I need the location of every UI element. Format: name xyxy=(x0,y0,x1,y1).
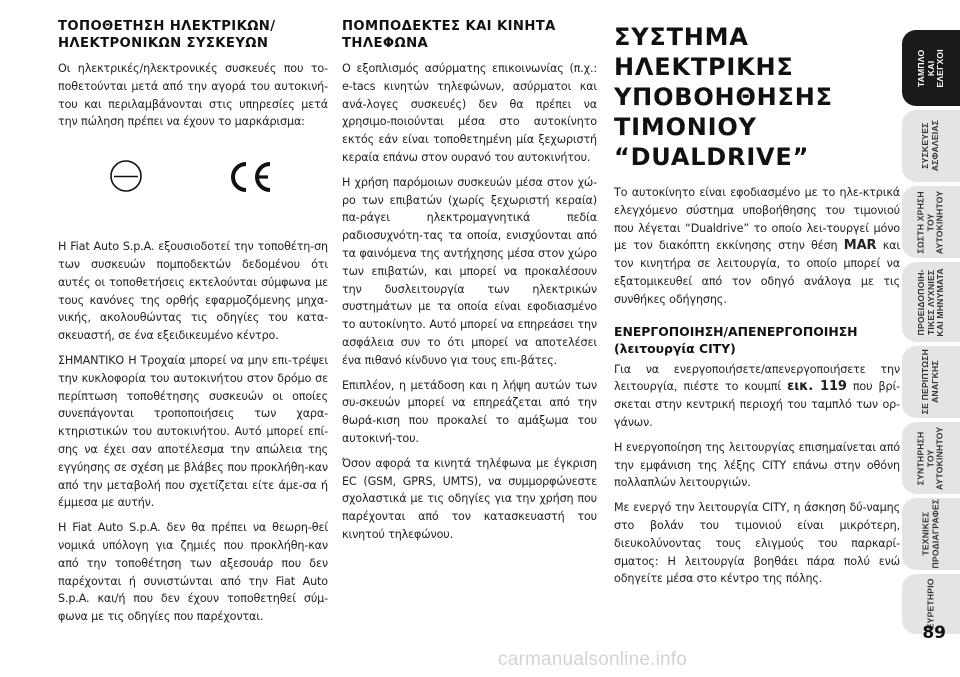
tab-label: ΕΥΡΕΤΗΡΙΟ xyxy=(925,578,936,630)
subsection-heading xyxy=(614,323,900,357)
text: και τον κινητήρα σε λειτουργία, το οποίο μπορεί να εξατομικευθεί από τον οδηγό ανάλογα με τις συνθήκες οδήγησης. xyxy=(614,239,900,306)
paragraph: Η ενεργοποίηση της λειτουργίας επισημαίνεται από την εμφάνιση της λέξης CITY επάνω στην οθόνη πολλαπλών λειτουργιών. xyxy=(614,440,900,490)
tab-label: ΣΥΝΤΗΡΗΣΗ ΤΟΥ ΑΥΤΟΚΙΝΗΤΟΥ xyxy=(915,426,945,490)
column-transceivers xyxy=(342,18,597,551)
title-line: ΗΛΕΚΤΡΙΚΗΣ xyxy=(614,53,794,81)
tab-emergency[interactable] xyxy=(902,346,960,418)
paragraph xyxy=(614,361,900,432)
column-dualdrive xyxy=(614,18,900,595)
tab-safety-devices[interactable] xyxy=(902,110,960,182)
paragraph: Η Fiat Auto S.p.A. εξουσιοδοτεί την τοποθέτη-ση των συσκευών πομποδεκτών δεδομένου ότι αυτές οι τοποθετήσεις εκτελούνται σύμφωνα με τους κανόνες της ορθής εφαρμοζόμενης μηχα-νικής, ακολουθώντας τις οδηγίες του κατα-σκευαστή, σε ένα εξειδικευμένο κέντρο. xyxy=(58,240,328,343)
tab-dashboard-controls[interactable] xyxy=(902,30,960,106)
e-mark-icon xyxy=(108,158,144,194)
paragraph: Η Fiat Auto S.p.A. δεν θα πρέπει να θεωρη-θεί νομικά υπόλογη για ζημιές που προκλήθη-καν από την τοποθέτηση των αξεσουάρ που δεν παρέχονται ή συνιστώνται από την Fiat Auto S.p.A. και/ή που δεν έχουν τοποθετηθεί σύμ-φωνα με τις οδηγίες που παρέχονται. xyxy=(58,521,328,624)
text: που βρί-σκεται στην κεντρική περιοχή του ταμπλό των ορ-γάνων. xyxy=(614,380,900,429)
paragraph: Με ενεργό την λειτουργία CITY, η άσκηση δύ-ναμης στο βολάν του τιμονιού είναι μικρότερη, διευκολύνοντας τους ελιγμούς του παρκαρί-σματος: Η λειτουργία βοηθάει πάρα πολύ ενώ οδηγείτε μέσα στο κέντρο της πόλης. xyxy=(614,501,900,586)
subheading-line: (λειτουργία CITY) xyxy=(614,340,736,356)
watermark: carmanualsonline.info xyxy=(498,649,688,670)
tab-maintenance[interactable] xyxy=(902,422,960,494)
section-heading-installation: ΤΟΠΟΘΕΤΗΣΗ ΗΛΕΚΤΡΙΚΩΝ/ ΗΛΕΚΤΡΟΝΙΚΩΝ ΣΥΣΚΕΥΩΝ xyxy=(58,19,276,51)
tab-label: ΣΕ ΠΕΡΙΠΤΩΣΗ ΑΝΑΓΚΗΣ xyxy=(920,349,941,415)
text: Για να ενεργοποιήσετε/απενεργοποιήσετε την λειτουργία, πιέστε το κουμπί xyxy=(614,362,900,394)
page-number: 89 xyxy=(922,623,946,643)
tab-label: ΠΡΟΕΙΔΟΠΟΙΗ- ΤΙΚΕΣ ΛΥΧΝΙΕΣ ΚΑΙ ΜΗΝΥΜΑΤΑ xyxy=(915,267,945,337)
paragraph: Οι ηλεκτρικές/ηλεκτρονικές συσκευές που το-ποθετούνται μετά από την αγορά του αυτοκινή-του και περιλαμβάνονται στις υπηρεσίες μετά την πώληση πρέπει να έχουν το μαρκάρισμα: xyxy=(58,62,328,129)
paragraph: Ο εξοπλισμός ασύρματης επικοινωνίας (π.χ.: e-tacs κινητών τηλεφώνων, ασύρματοι και ανά-λογες συσκευές) δεν θα πρέπει να χρησιμο-ποιούνται μέσα στο αυτοκίνητο εκτός εάν είναι τοποθετημένη μία ξεχωριστή κεραία επάνω στον ουρανό του αυτοκινήτου. xyxy=(342,62,597,164)
tab-technical-specs[interactable] xyxy=(902,498,960,570)
paragraph: Επιπλέον, η μετάδοση και η λήψη αυτών των συ-σκευών μπορεί να επηρεάζεται από την θωρά-κιση που προκαλεί το αμάξωμα του αυτοκινή-του. xyxy=(342,378,597,445)
section-heading-transceivers: ΠΟΜΠΟΔΕΚΤΕΣ ΚΑΙ ΚΙΝΗΤΑ ΤΗΛΕΦΩΝΑ xyxy=(342,19,556,51)
title-line: “DUALDRIVE” xyxy=(614,143,810,171)
conformity-marks xyxy=(58,138,328,228)
figure-reference: εικ. 119 xyxy=(787,379,847,395)
paragraph-important: ΣΗΜΑΝΤΙΚΟ Η Τροχαία μπορεί να μην επι-τρέψει την κυκλοφορία του αυτοκινήτου στον δρόμο σε περίπτωση τοποθέτησης συσκευών οι οποίες συνεπάγονται τροποποιήσεις των χαρα-κτηριστικών του αυτοκινήτου. Αυτό μπορεί επί-σης να έχει σαν αποτέλεσμα την απώλεια της εγγύησης σε σχέση με βλάβες που προκλήθη-καν από την μεταβολή που σχετίζεται είτε άμε-σα ή έμμεσα με αυτήν. xyxy=(58,353,328,510)
text: Το αυτοκίνητο είναι εφοδιασμένο με το ηλε-κτρικά ελεγχόμενο σύστημα υποβοήθησης του τιμονιού που λέγεται “Dualdrive” το οποίο λει-τουργεί μόνο με τον διακόπτη εκκίνησης στην θέση xyxy=(614,186,900,253)
title-line: ΥΠΟΒΟΗΘΗΣΗΣ xyxy=(614,83,833,111)
tab-label: ΣΩΣΤΗ ΧΡΗΣΗ ΤΟΥ ΑΥΤΟΚΙΝΗΤΟΥ xyxy=(915,190,945,254)
paragraph: Η χρήση παρόμοιων συσκευών μέσα στον χώ-ρο των επιβατών (χωρίς ξεχωριστή κεραία) πα-ράγει ηλεκτρομαγνητικά πεδία ραδιοσυχνότη-τας τα οποία, ενισχύονται από τα φαινόμενα της αντήχησης μέσα στον χώρο των επιβατών, και μπορεί να προκαλέσουν την δυσλειτουργία των ηλεκτρικών συστημάτων με τα οποία είναι εφοδιασμένο το αυτοκίνητο. Αυτό μπορεί να επηρεάσει την ασφάλεια συν το ότι μπορεί να αποτελέσει ένα πιθανό κίνδυνο για τους επι-βάτες. xyxy=(342,175,597,367)
paragraph xyxy=(614,184,900,309)
tab-label: ΤΕΧΝΙΚΕΣ ΠΡΟΔΙΑΓΡΑΦΕΣ xyxy=(920,499,940,569)
tab-label: ΣΥΣΚΕΥΕΣ ΑΣΦΑΛΕΙΑΣ xyxy=(920,120,940,172)
paragraph: Όσον αφορά τα κινητά τηλέφωνα με έγκριση EC (GSM, GPRS, UMTS), να συμμορφώνεστε σχολαστικά με τις οδηγίες για την χρήση που παρέχονται από τον κατασκευαστή του κινητού τηλεφώνου. xyxy=(342,456,597,541)
title-line: ΤΙΜΟΝΙΟΥ xyxy=(614,113,757,141)
tab-label: ΤΑΜΠΛΟ ΚΑΙ ΕΛΕΓΧΟΙ xyxy=(915,48,945,88)
column-installation xyxy=(58,18,328,633)
tab-correct-use[interactable] xyxy=(902,186,960,258)
subheading-line: ΕΝΕΡΓΟΠΟΙΗΣΗ/ΑΠΕΝΕΡΓΟΠΟΙΗΣΗ xyxy=(614,323,858,339)
chapter-title xyxy=(614,22,900,172)
tab-warning-lights[interactable] xyxy=(902,262,960,342)
ignition-position-label: MAR xyxy=(843,238,877,254)
ce-mark-icon xyxy=(226,160,274,194)
title-line: ΣΥΣΤΗΜΑ xyxy=(614,23,749,51)
